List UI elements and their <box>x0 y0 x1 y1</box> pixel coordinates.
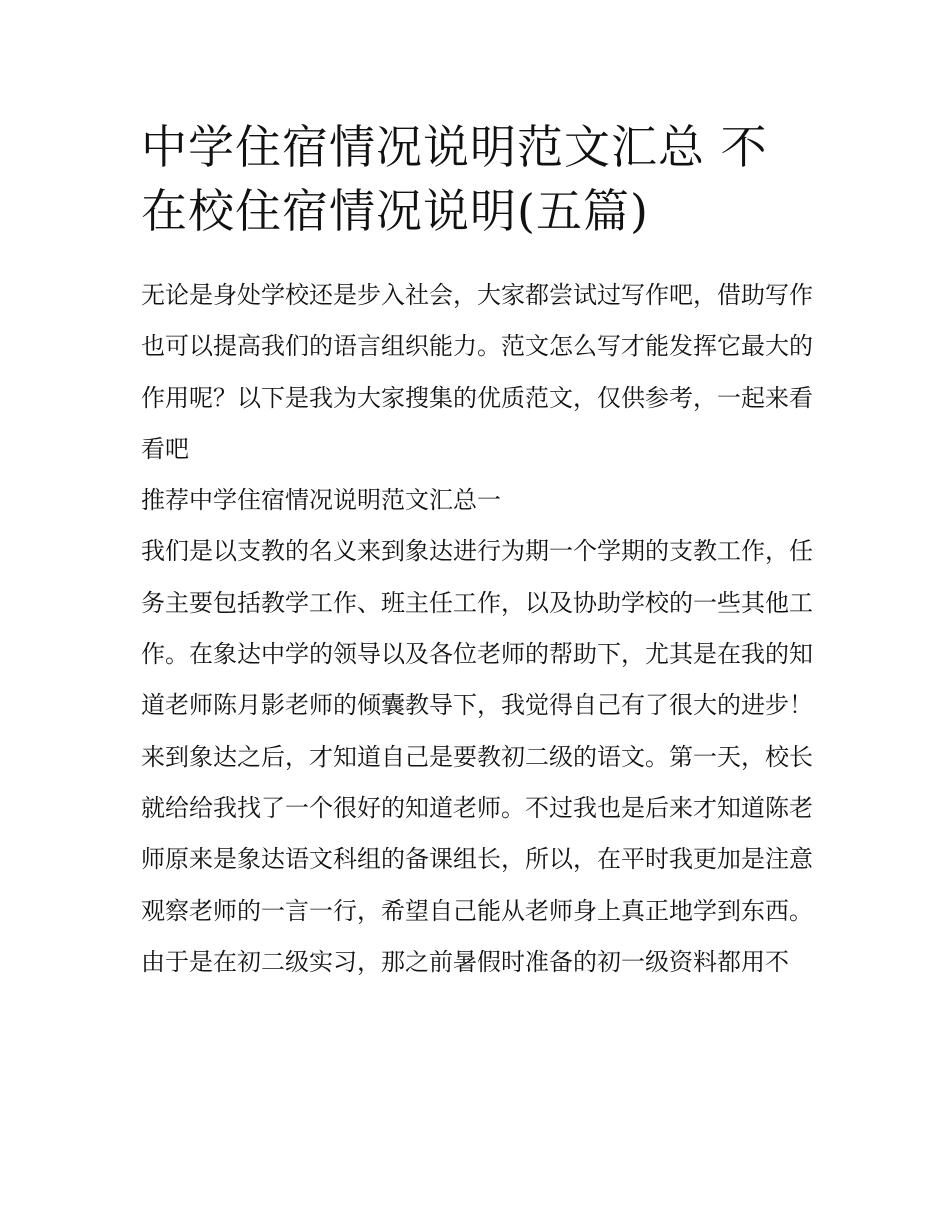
body-paragraph: 我们是以支教的名义来到象达进行为期一个学期的支教工作，任务主要包括教学工作、班主任工作，以及协助学校的一些其他工作。在象达中学的领导以及各位老师的帮助下，尤其是在我的知道老师陈月影老师的倾囊教导下，我觉得自己有了很大的进步！ <box>141 537 813 720</box>
document-title: 中学住宿情况说明范文汇总 不在校住宿情况说明(五篇) <box>141 120 768 238</box>
body-paragraph: 来到象达之后，才知道自己是要教初二级的语文。第一天，校长就给给我找了一个很好的知道老师。不过我也是后来才知道陈老师原来是象达语文科组的备课组长，所以，在平时我更加是注意观察老师的一言一行，希望自己能从老师身上真正地学到东西。 <box>141 742 813 925</box>
section-heading: 推荐中学住宿情况说明范文汇总一 <box>141 486 501 515</box>
document-page <box>141 115 813 988</box>
document-body <box>141 270 813 988</box>
body-paragraph: 由于是在初二级实习，那之前暑假时准备的初一级资料都用不 <box>141 947 789 976</box>
intro-paragraph: 无论是身处学校还是步入社会，大家都尝试过写作吧，借助写作也可以提高我们的语言组织能力。范文怎么写才能发挥它最大的作用呢？以下是我为大家搜集的优质范文，仅供参考，一起来看看吧 <box>141 281 813 463</box>
